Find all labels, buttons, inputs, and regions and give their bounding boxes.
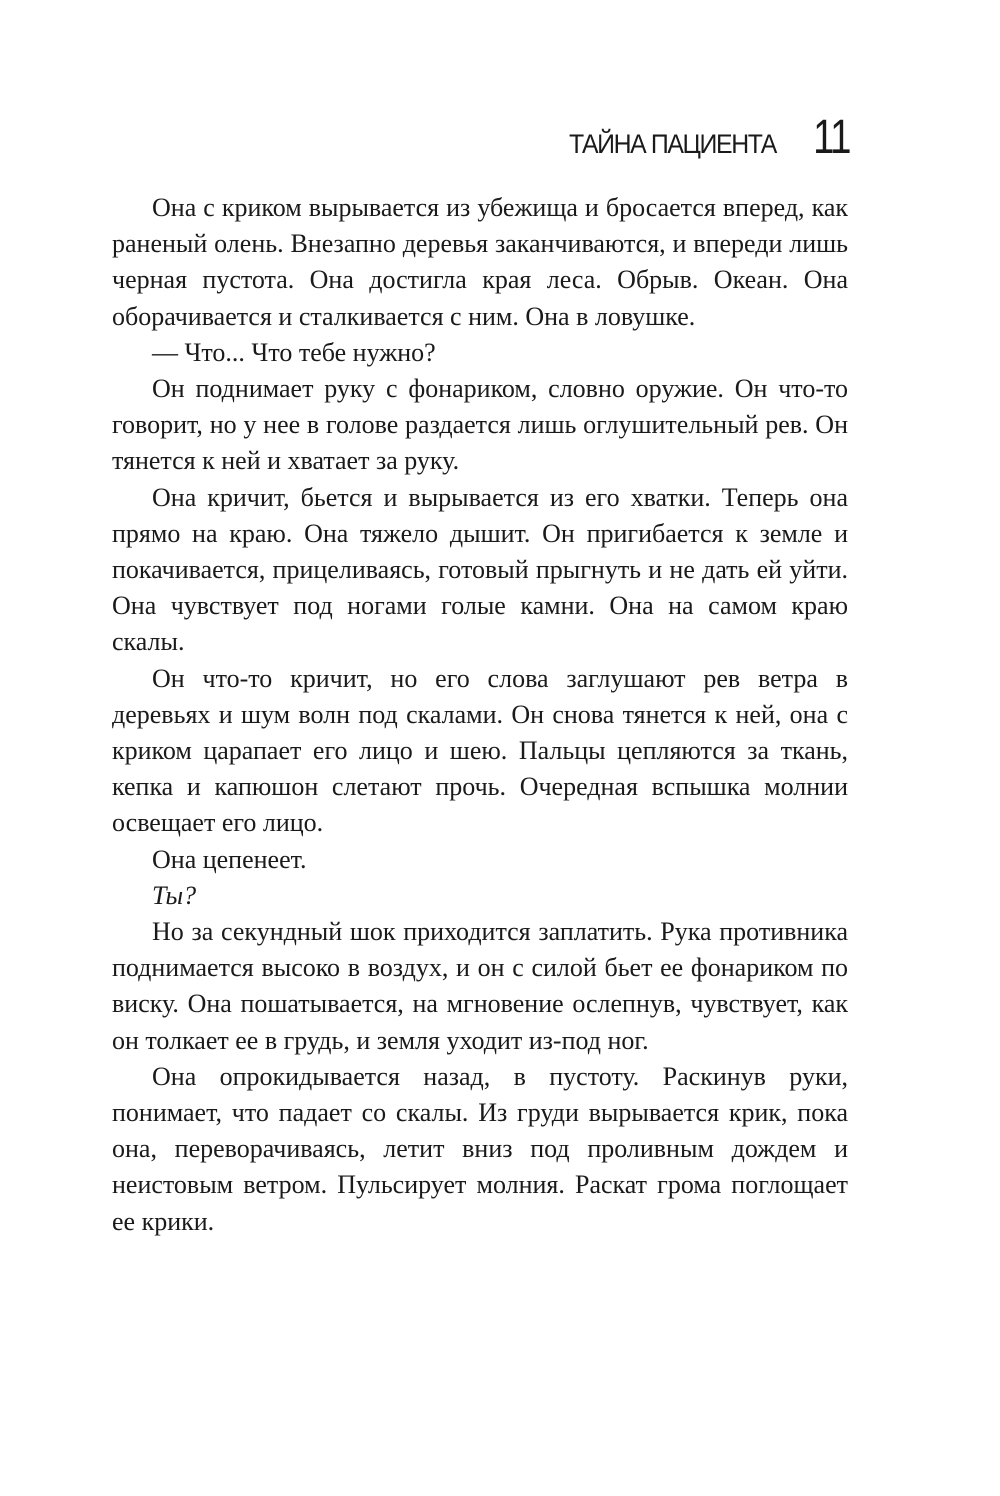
paragraph: Она кричит, бьется и вырывается из его хватки. Теперь она прямо на краю. Она тяжело дышит. Он пригибается к земле и покачивается, прицеливаясь, готовый прыгнуть и не дать ей уйти. Она чувствует под ногами голые камни. Она на самом краю скалы.: [112, 482, 848, 657]
paragraph: Она с криком вырывается из убежища и бросается вперед, как раненый олень. Внезапно деревья заканчиваются, и впереди лишь черная пустота. Она достигла края леса. Обрыв. Океан. Она оборачивается и сталкивается с ним. Она в ловушке.: [112, 193, 848, 331]
paragraph: Но за секундный шок приходится заплатить. Рука противника поднимается высоко в воздух, и он с силой бьет ее фонариком по виску. Она пошатывается, на мгновение ослепнув, чувствует, как он толкает ее в грудь, и земля уходит из-под ног.: [112, 917, 848, 1055]
paragraph: Он что-то кричит, но его слова заглушают рев ветра в деревьях и шум волн под скалами. Он снова тянется к ней, она с криком царапает его лицо и шею. Пальцы цепляются за ткань, кепка и капюшон слетают прочь. Очередная вспышка молнии освещает его лицо.: [112, 663, 848, 838]
page-number: 11: [813, 111, 850, 164]
body-text: [112, 190, 848, 1240]
paragraph-italic-thought: Ты?: [152, 880, 197, 910]
running-title: ТАЙНА ПАЦИЕНТА: [569, 129, 777, 159]
paragraph: Он поднимает руку с фонариком, словно оружие. Он что-то говорит, но у нее в голове раздается лишь оглушительный рев. Он тянется к ней и хватает за руку.: [112, 374, 848, 476]
paragraph: Она цепенеет.: [152, 844, 307, 874]
paragraph-dialogue: — Что... Что тебе нужно?: [152, 337, 436, 367]
running-head: [551, 110, 850, 165]
paragraph: Она опрокидывается назад, в пустоту. Раскинув руки, понимает, что падает со скалы. Из груди вырывается крик, пока она, переворачиваясь, летит вниз под проливным дождем и неистовым ветром. Пульсирует молния. Раскат грома поглощает ее крики.: [112, 1061, 848, 1236]
